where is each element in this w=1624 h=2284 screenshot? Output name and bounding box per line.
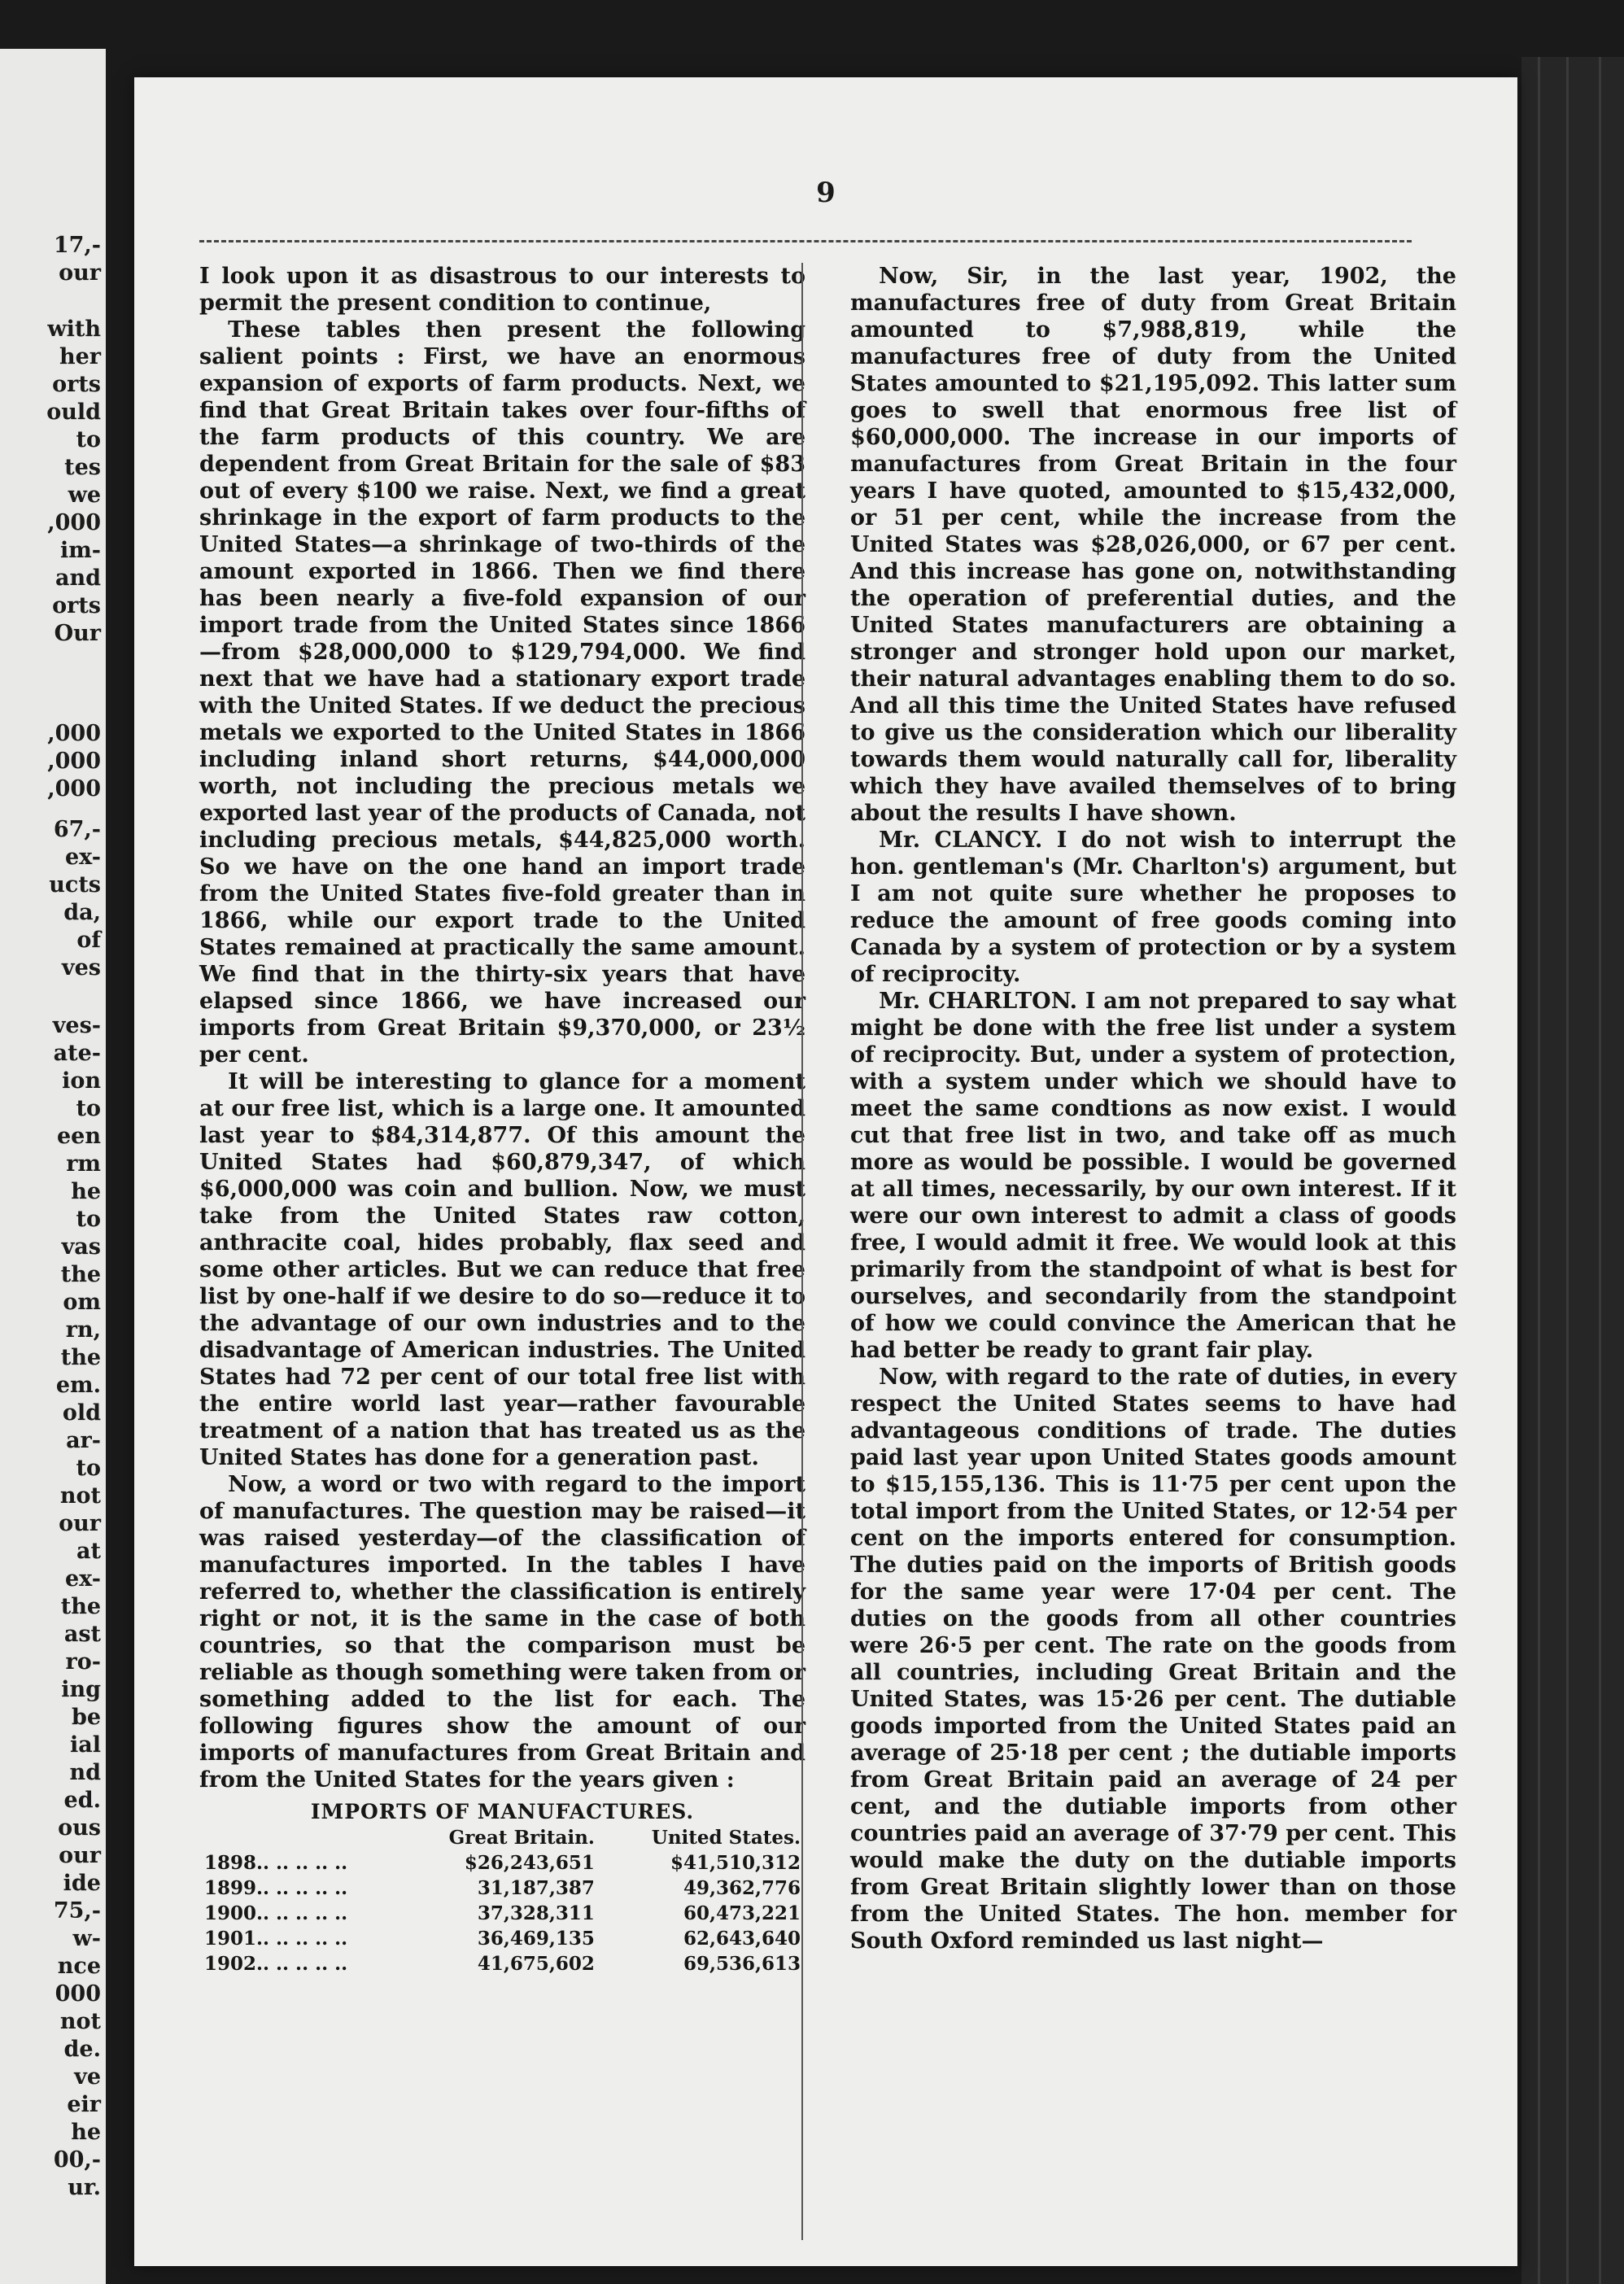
adjacent-page-fragment: to [76, 1096, 101, 1121]
adjacent-page-fragment: her [59, 344, 101, 369]
adjacent-page-fragment: 17,- [53, 233, 101, 258]
adjacent-page-fragment: orts [52, 593, 101, 618]
paragraph: Now, Sir, in the last year, 1902, the manufactures free of duty from Great Britain amounted to $7,988,819, while the manufactures free of duty from the United States amounted to $21,195,092. This latter sum goes to swell that enormous free list of $60,000,000. The increase in our imports of manufactures from Great Britain in the four years I have quoted, amounted to $15,432,000, or 51 per cent, while the increase from the United States was $28,026,000, or 67 per cent. And this increase has gone on, notwithstanding the operation of preferential duties, and the United States manufacturers are obtaining a stronger and stronger hold upon our market, their natural advantages enabling them to do so. And all this time the United States have refused to give us the consideration which our liberality towards them would naturally call for, liberality which they have availed themselves of to bring about the results I have shown. [850, 264, 1456, 826]
adjacent-page-fragment: ve [74, 2064, 101, 2090]
adjacent-page-fragment: ous [58, 1815, 101, 1841]
us-cell: $41,510,312 [670, 1852, 801, 1874]
table-header [199, 1825, 398, 1850]
us-cell: 60,473,221 [683, 1902, 801, 1924]
adjacent-page-fragment: be [71, 1705, 101, 1730]
adjacent-page-fragment: 67,- [53, 817, 101, 842]
year-cell: 1902.. .. .. .. .. [204, 1953, 348, 1975]
table-title: IMPORTS OF MANUFACTURES. [310, 1800, 695, 1823]
table-row [199, 1850, 805, 1876]
right-column [850, 263, 1456, 1954]
adjacent-page-fragment: da, [63, 900, 101, 925]
adjacent-page-fragment: een [57, 1124, 101, 1149]
adjacent-page-fragment: our [59, 1511, 101, 1536]
adjacent-page-fragment: ion [62, 1068, 101, 1094]
table-row [199, 1926, 805, 1951]
adjacent-page-fragment: the [60, 1262, 101, 1287]
gb-cell: 31,187,387 [477, 1877, 595, 1899]
page-number: 9 [816, 177, 836, 209]
paragraph: Mr. CLANCY. I do not wish to interrupt the hon. gentleman's (Mr. Charlton's) argument, but I am not quite sure whether he proposes to reduce the amount of free goods coming into Canada by a system of protection or by a system of reciprocity. [850, 828, 1456, 987]
paragraph: It will be interesting to glance for a moment at our free list, which is a large one. It amounted last year to $84,314,877. Of this amount the United States had $60,879,347, of which $6,000,000 was coin and bullion. Now, we must take from the United States raw cotton, anthracite coal, hides probably, flax seed and some other articles. But we can reduce that free list by one-half if we desire to do so—reduce it to the advantage of our own industries and to the disadvantage of American industries. The United States had 72 per cent of our total free list with the entire world last year—rather favourable treatment of a nation that has treated us as the United States has done for a generation past. [199, 1069, 805, 1470]
adjacent-page-fragment: ,000 [47, 776, 101, 801]
adjacent-page-fragment: not [59, 1483, 101, 1509]
paragraph: Now, with regard to the rate of duties, in every respect the United States seems to have had advantageous conditions of trade. The duties paid last year upon United States goods amount to $15,155,136. This is 11·75 per cent upon the total import from the United States, or 12·54 per cent on the imports entered for consumption. The duties paid on the imports of British goods for the same year were 17·04 per cent. The duties on the goods from all other countries were 26·5 per cent. The rate on the goods from all countries, including Great Britain and the United States, was 15·26 per cent. The dutiable goods imported from the United States paid an average of 25·18 per cent ; the dutiable imports from Great Britain paid an average of 24 per cent, and the dutiable imports from other countries paid an average of 37·79 per cent. This would make the duty on the dutiable imports from Great Britain slightly lower than on those from the United States. The hon. member for South Oxford reminded us last night— [850, 1365, 1456, 1954]
adjacent-page-fragment: ,000 [47, 721, 101, 746]
adjacent-page-fragment: of [76, 928, 101, 953]
left-column [199, 263, 805, 1976]
us-cell: 69,536,613 [683, 1953, 801, 1975]
adjacent-page-fragment: ial [69, 1732, 101, 1758]
gb-cell: 41,675,602 [477, 1953, 595, 1975]
table-row [199, 1951, 805, 1976]
year-cell: 1899.. .. .. .. .. [204, 1877, 348, 1899]
adjacent-page-edge [0, 49, 106, 2284]
adjacent-page-fragment: em. [55, 1373, 101, 1398]
paragraph: Now, a word or two with regard to the import of manufactures. The question may be raised—it was raised yesterday—of the classification of manufactures imported. In the tables I have referred to, whether the classification is entirely right or not, it is the same in the case of both countries, so that the comparison must be reliable as though something were taken from or something added to the list for each. The following figures show the amount of our imports of manufactures from Great Britain and from the United States for the years given : [199, 1472, 805, 1793]
gb-cell: 37,328,311 [477, 1902, 595, 1924]
year-cell: 1898.. .. .. .. .. [204, 1852, 348, 1874]
adjacent-page-fragment: ed. [63, 1788, 101, 1813]
document-page [134, 77, 1517, 2266]
adjacent-page-fragment: ate- [53, 1041, 101, 1066]
adjacent-page-fragment: w- [72, 1926, 101, 1951]
adjacent-page-fragment: ves- [52, 1013, 101, 1038]
adjacent-page-fragment: not [59, 2009, 101, 2034]
adjacent-page-fragment: vas [61, 1234, 101, 1260]
adjacent-page-fragment: to [76, 1207, 101, 1232]
adjacent-page-fragment: our [59, 260, 101, 286]
table-row [199, 1876, 805, 1901]
adjacent-page-fragment: 00,- [53, 2147, 101, 2173]
paragraph: I look upon it as disastrous to our interests to permit the present condition to continue, [199, 264, 805, 316]
gb-cell: $26,243,651 [464, 1852, 595, 1874]
adjacent-page-fragment: the [60, 1594, 101, 1619]
adjacent-page-fragment: our [59, 1843, 101, 1868]
adjacent-page-fragment: at [76, 1539, 101, 1564]
adjacent-page-fragment: nce [57, 1954, 101, 1979]
adjacent-page-fragment: he [71, 1179, 101, 1204]
imports-table [199, 1825, 805, 1976]
adjacent-page-fragment: he [71, 2120, 101, 2145]
adjacent-page-fragment: ide [63, 1871, 101, 1896]
adjacent-page-fragment: rm [66, 1151, 101, 1177]
adjacent-page-fragment: and [55, 566, 101, 591]
adjacent-page-fragment: ex- [64, 845, 101, 870]
adjacent-page-fragment: to [76, 427, 101, 452]
adjacent-page-fragment: om [63, 1290, 101, 1315]
us-cell: 49,362,776 [683, 1877, 801, 1899]
adjacent-page-fragment: to [76, 1456, 101, 1481]
adjacent-page-fragment: ro- [65, 1649, 101, 1675]
adjacent-page-fragment: ould [46, 400, 101, 425]
adjacent-page-fragment: eir [67, 2092, 101, 2117]
adjacent-page-fragment: im- [59, 538, 101, 563]
paragraph: These tables then present the following salient points : First, we have an enormous expansion of exports of farm products. Next, we find that Great Britain takes over four-fifths of the farm products of this country. We are dependent from Great Britain for the sale of $83 out of every $100 we raise. Next, we find a great shrinkage in the export of farm products to the United States—a shrinkage of two-thirds of the amount exported in 1866. Then we find there has been nearly a five-fold expansion of our import trade from the United States since 1866—from $28,000,000 to $129,794,000. We find next that we have had a stationary export trade with the United States. If we deduct the precious metals we exported to the United States in 1866 including inland short returns, $44,000,000 worth, not including the precious metals we exported last year of the products of Canada, not including precious metals, $44,825,000 worth. So we have on the one hand an import trade from the United States five-fold greater than in 1866, while our export trade to the United States remained at practically the same amount. We find that in the thirty-six years that have elapsed since 1866, we have increased our imports from Great Britain $9,370,000, or 23½ per cent. [199, 317, 805, 1068]
adjacent-page-fragment: the [60, 1345, 101, 1370]
adjacent-page-fragment: ar- [66, 1428, 101, 1453]
adjacent-page-fragment: with [47, 317, 101, 342]
table-header: Great Britain. [448, 1827, 595, 1849]
adjacent-page-fragment: ,000 [47, 510, 101, 535]
table-header-row [199, 1825, 805, 1850]
adjacent-page-fragment: nd [69, 1760, 101, 1785]
gb-cell: 36,469,135 [477, 1928, 595, 1950]
adjacent-page-fragment: ves [61, 955, 101, 980]
adjacent-page-fragment: ex- [64, 1566, 101, 1592]
year-cell: 1901.. .. .. .. .. [204, 1928, 348, 1950]
table-row [199, 1901, 805, 1926]
table-header: United States. [651, 1827, 801, 1849]
book-spine [1521, 57, 1624, 2284]
adjacent-page-fragment: rn, [65, 1317, 101, 1343]
adjacent-page-fragment: 75,- [53, 1898, 101, 1924]
adjacent-page-fragment: orts [52, 372, 101, 397]
year-cell: 1900.. .. .. .. .. [204, 1902, 348, 1924]
adjacent-page-fragment: tes [64, 455, 101, 480]
adjacent-page-fragment: ,000 [47, 749, 101, 774]
paragraph: Mr. CHARLTON. I am not prepared to say what might be done with the free list under a system of reciprocity. But, under a system of protection, with a system under which we should have to meet the same condtions as now exist. I would cut that free list in two, and take off as much more as would be possible. I would be governed at all times, necessarily, by our own interest. If it were our own interest to admit a class of goods free, I would admit it free. We would look at this primarily from the standpoint of what is best for ourselves, and secondarily from the standpoint of how we could convince the American that he had better be ready to grant fair play. [850, 989, 1456, 1363]
header-rule [199, 240, 1412, 242]
adjacent-page-fragment: old [62, 1400, 101, 1426]
adjacent-page-fragment: we [68, 483, 101, 508]
adjacent-page-fragment: ur. [68, 2175, 101, 2200]
adjacent-page-fragment: 000 [55, 1981, 101, 2007]
adjacent-page-fragment: ing [61, 1677, 101, 1702]
adjacent-page-fragment: de. [63, 2037, 101, 2062]
column-divider [801, 263, 803, 2240]
adjacent-page-fragment: Our [54, 621, 101, 646]
us-cell: 62,643,640 [683, 1928, 801, 1950]
adjacent-page-fragment: ast [63, 1622, 101, 1647]
adjacent-page-fragment: ucts [49, 872, 101, 897]
